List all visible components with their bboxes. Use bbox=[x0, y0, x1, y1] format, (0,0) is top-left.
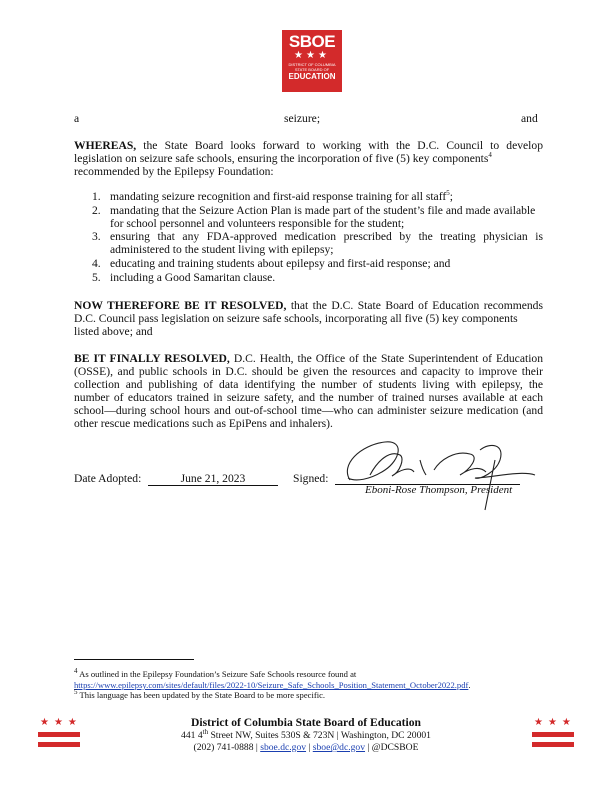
finally-line-3: collection and publishing of data identifying the number of students living with epilepsy, the bbox=[74, 378, 543, 391]
list-item-2-line-2: for school personnel and volunteers responsible for the student; bbox=[110, 217, 405, 230]
handwritten-signature bbox=[330, 420, 540, 515]
resolved-line-3: listed above; and bbox=[74, 325, 153, 338]
top-line-word-a: a bbox=[74, 112, 80, 125]
list-item-2-line-1: mandating that the Seizure Action Plan is made part of the student’s file and made available bbox=[110, 204, 536, 217]
list-item-3-line-1: ensuring that any FDA-approved medication prescribed by the treating physician is bbox=[110, 230, 543, 243]
logo-stars: ★★★ bbox=[294, 50, 330, 61]
list-number-5: 5. bbox=[92, 271, 101, 284]
resolved-line-1: NOW THEREFORE BE IT RESOLVED, that the D.C. State Board of Education recommends bbox=[74, 299, 543, 312]
whereas-line-3: recommended by the Epilepsy Foundation: bbox=[74, 165, 274, 178]
footnote-5: $^5$ This language has been updated by the State Board to be more specific. bbox=[74, 688, 326, 700]
logo-line1: DISTRICT OF COLUMBIA bbox=[288, 62, 336, 67]
list-item-5-line-1: including a Good Samaritan clause. bbox=[110, 271, 276, 284]
signer-name: Eboni-Rose Thompson, President bbox=[365, 484, 513, 496]
footer-web-link[interactable]: sboe.dc.gov bbox=[260, 742, 307, 753]
footnote-4: $^4$ As outlined in the Epilepsy Foundation’s Seizure Safe Schools resource found at bbox=[74, 667, 357, 679]
footer-title: District of Columbia State Board of Education bbox=[191, 716, 421, 729]
finally-lead: BE IT FINALLY RESOLVED, bbox=[74, 352, 230, 365]
footnote-4-link[interactable]: https://www.epilepsy.com/sites/default/files/2022-10/Seizure_Safe_Schools_Position_Statement_October2022.pdf bbox=[74, 680, 469, 690]
logo-abbr: SBOE bbox=[288, 32, 336, 51]
finally-line-5: school—during school hours and out-of-school time—who can administer seizure medication (and bbox=[74, 404, 543, 417]
footer-contact: (202) 741-0888 | sboe.dc.gov | sboe@dc.gov | @DCSBOE bbox=[193, 742, 419, 753]
whereas-line-1: WHEREAS, the State Board looks forward to working with the D.C. Council to develop bbox=[74, 139, 543, 152]
top-line-word-seizure: seizure; bbox=[284, 112, 321, 125]
logo-line2: STATE BOARD OF bbox=[294, 67, 330, 72]
list-number-2: 2. bbox=[92, 204, 101, 217]
list-item-4-line-1: educating and training students about epilepsy and first-aid response; and bbox=[110, 257, 451, 270]
sboe-logo bbox=[282, 30, 342, 92]
footer-address: 441 4th Street NW, Suites 530S & 723N | Washington, DC 20001 bbox=[181, 727, 431, 741]
list-number-1: 1. bbox=[92, 190, 101, 203]
finally-line-1: BE IT FINALLY RESOLVED, D.C. Health, the Office of the State Superintendent of Education bbox=[74, 352, 544, 365]
footnote-4-link-line: https://www.epilepsy.com/sites/default/files/2022-10/Seizure_Safe_Schools_Position_Statement_October2022.pdf. bbox=[74, 680, 471, 690]
list-number-4: 4. bbox=[92, 257, 101, 270]
signed-label: Signed: bbox=[293, 472, 329, 485]
whereas-lead: WHEREAS, bbox=[74, 139, 137, 152]
footer-email-link[interactable]: sboe@dc.gov bbox=[312, 742, 366, 753]
dc-flag-left-icon: ★★★ bbox=[38, 718, 80, 748]
dc-flag-right-icon: ★★★ bbox=[532, 718, 574, 748]
date-adopted-label: Date Adopted: bbox=[74, 472, 142, 485]
whereas-line-2: legislation on seizure safe schools, ensuring the incorporation of five (5) key components$^4$ bbox=[74, 151, 492, 165]
date-adopted-value: June 21, 2023 bbox=[148, 472, 278, 486]
finally-line-2: (OSSE), and public schools in D.C. should be given the resources and capacity to improve their bbox=[74, 365, 543, 378]
logo-line3: EDUCATION bbox=[288, 72, 336, 81]
resolved-lead: NOW THEREFORE BE IT RESOLVED, bbox=[74, 299, 287, 312]
footnote-rule bbox=[74, 659, 194, 660]
resolved-line-2: D.C. Council pass legislation on seizure safe schools, incorporating all five (5) key components bbox=[74, 312, 518, 325]
list-number-3: 3. bbox=[92, 230, 101, 243]
top-line-word-and: and bbox=[521, 112, 538, 125]
finally-line-6: other rescue medications such as EpiPens and inhalers). bbox=[74, 417, 333, 430]
list-item-3-line-2: administered to the student living with epilepsy; bbox=[110, 243, 334, 256]
list-item-1-line-1: mandating seizure recognition and first-aid response training for all staff$^5$; bbox=[110, 189, 453, 203]
finally-line-4: number of educators trained in seizure safety, and the number of trained nurses available at each bbox=[74, 391, 543, 404]
